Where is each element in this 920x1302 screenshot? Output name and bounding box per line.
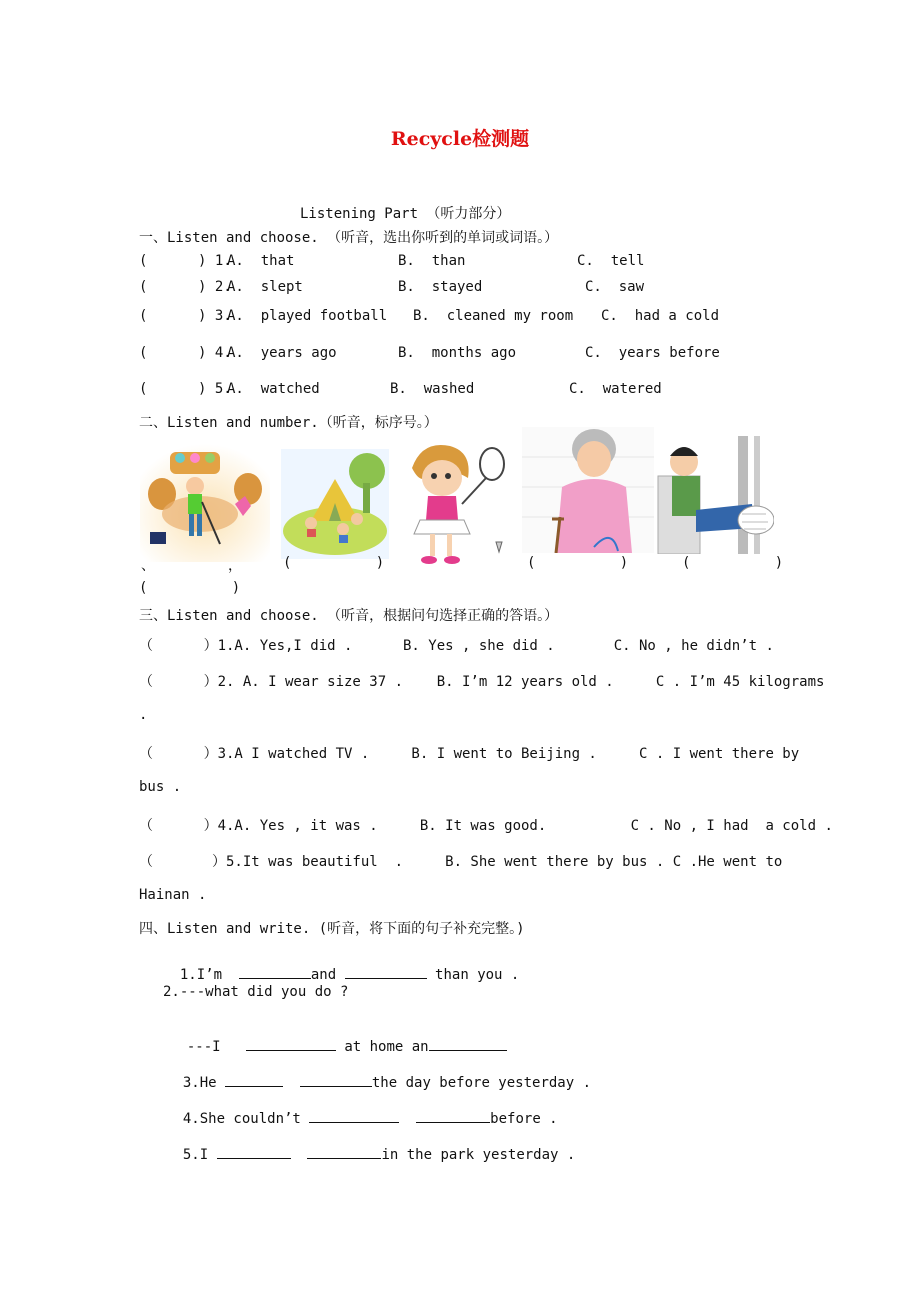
option-b: B. washed	[390, 381, 475, 397]
q2-text-start: ---I	[186, 1039, 221, 1055]
grandma-picture	[522, 427, 654, 553]
answer-bracket[interactable]: ( ) 4.	[139, 345, 232, 361]
section3-line: bus .	[139, 779, 182, 795]
write-question-3	[166, 1056, 591, 1091]
section3-heading: 三、Listen and choose. （听音，根据问句选择正确的答语。）	[139, 608, 559, 624]
children-camping-picture	[281, 449, 389, 559]
answer-blank[interactable]	[345, 964, 427, 979]
number-bracket[interactable]: ( )	[527, 555, 629, 571]
answer-bracket[interactable]: ( ) 5.	[139, 381, 232, 397]
answer-bracket[interactable]: ( ) 3.	[139, 308, 232, 324]
option-c: C. watered	[569, 381, 662, 397]
section3-line: .	[139, 707, 148, 723]
answer-blank[interactable]	[416, 1108, 490, 1123]
answer-bracket[interactable]: ( ) 2.	[139, 279, 232, 295]
q4-text-start: 4.She couldn’t	[182, 1111, 301, 1127]
answer-blank[interactable]	[217, 1144, 291, 1159]
section1-heading: 一、Listen and choose. （听音，选出你听到的单词或词语。）	[139, 230, 559, 246]
section4-heading: 四、Listen and write. (听音，将下面的句子补充完整。)	[139, 921, 525, 937]
option-a: A. slept	[227, 279, 303, 295]
number-bracket[interactable]: ( )	[139, 580, 241, 596]
option-a: A. that	[227, 253, 295, 269]
write-question-2-answer	[170, 1020, 507, 1055]
answer-blank[interactable]	[309, 1108, 399, 1123]
option-b: B. stayed	[398, 279, 483, 295]
answer-blank[interactable]	[239, 964, 311, 979]
section3-line: Hainan .	[139, 887, 207, 903]
number-bracket[interactable]: ( )	[283, 555, 385, 571]
option-b: B. cleaned my room	[413, 308, 574, 324]
listening-part-heading: Listening Part （听力部分）	[300, 206, 511, 222]
write-question-5	[166, 1128, 575, 1163]
section2-heading: 二、Listen and number.（听音，标序号。）	[139, 415, 438, 431]
number-bracket[interactable]: 、	[141, 558, 155, 574]
answer-blank[interactable]	[300, 1072, 372, 1087]
section3-line: （ ）4.A. Yes , it was . B. It was good. C . No , I had a cold .	[139, 818, 833, 834]
option-c: C. years before	[585, 345, 720, 361]
q5-text-start: 5.I	[182, 1147, 209, 1163]
q4-text-end: before .	[490, 1111, 558, 1127]
write-question-4	[166, 1092, 558, 1127]
section3-line: （ ）3.A I watched TV . B. I went to Beijing . C . I went there by	[139, 746, 800, 762]
q2-text-mid: at home an	[344, 1039, 429, 1055]
page-title: Recycle检测题	[390, 128, 530, 150]
option-a: A. years ago	[227, 345, 337, 361]
q5-text-end: in the park yesterday .	[381, 1147, 576, 1163]
q3-text-start: 3.He	[182, 1075, 217, 1091]
number-bracket[interactable]: ，	[228, 558, 242, 574]
section3-line: （ ）5.It was beautiful . B. She went there by bus . C .He went to	[139, 854, 783, 870]
q3-text-end: the day before yesterday .	[371, 1075, 592, 1091]
write-question-1	[163, 948, 519, 983]
girl-cleaning-picture	[140, 444, 270, 562]
section3-line: （ ）1.A. Yes,I did . B. Yes , she did . C. No , he didn’t .	[139, 638, 774, 654]
option-b: B. months ago	[398, 345, 517, 361]
number-bracket[interactable]: ( )	[682, 555, 784, 571]
option-c: C. saw	[585, 279, 645, 295]
answer-bracket[interactable]: ( ) 1.	[139, 253, 232, 269]
boy-broken-leg-picture	[656, 432, 774, 554]
girl-badminton-picture	[392, 438, 510, 570]
answer-blank[interactable]	[429, 1036, 507, 1051]
q1-text-mid: and	[310, 967, 337, 983]
write-question-2: 2.---what did you do ?	[163, 984, 349, 1000]
answer-blank[interactable]	[307, 1144, 381, 1159]
option-c: C. tell	[577, 253, 645, 269]
option-a: A. watched	[227, 381, 320, 397]
option-c: C. had a cold	[601, 308, 720, 324]
option-a: A. played football	[227, 308, 388, 324]
section3-line: （ ）2. A. I wear size 37 . B. I’m 12 years old . C . I’m 45 kilograms	[139, 674, 825, 690]
answer-blank[interactable]	[225, 1072, 283, 1087]
q1-text-end: than you .	[435, 967, 520, 983]
option-b: B. than	[398, 253, 466, 269]
q1-text-start: 1.I’m	[179, 967, 223, 983]
answer-blank[interactable]	[246, 1036, 336, 1051]
